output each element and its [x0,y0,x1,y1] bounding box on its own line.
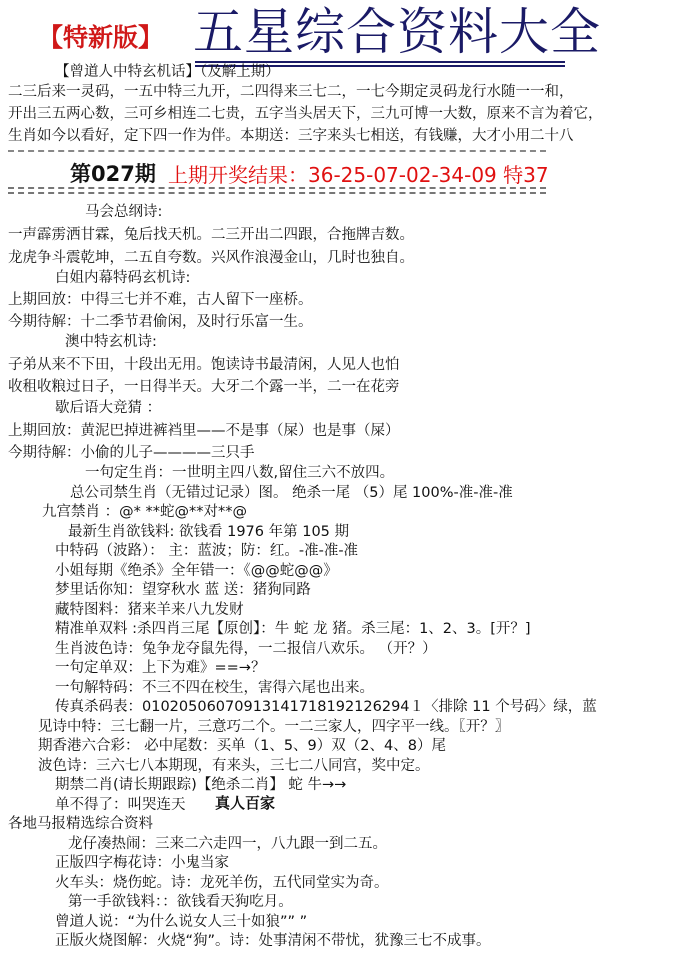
content-line: 小姐每期《绝杀》全年错一：《@@蛇@@》 [55,562,338,579]
content-line: 歇后语大竞猜 ： [55,400,162,416]
double-divider [8,187,546,194]
overlay-heading: 真人百家 [215,794,276,812]
content-line: 最新生肖欲钱料: 欲钱看 1976 年第 105 期 [68,523,350,540]
edition-badge: 【特新版】 [38,23,164,52]
divider [8,150,546,152]
content-line: 第一手欲钱料：：欲钱看天狗吃月。 [68,894,293,910]
content-line: 期香港六合彩： 必中尾数：买单（1、5、9）双（2、4、8）尾 [38,738,446,754]
content-line: 生肖波色诗：兔争龙夺鼠先得，一二报信八欢乐。 （开？） [55,640,437,657]
issue-number: 第027期 [70,162,156,186]
last-draw-result: 上期开奖结果：36-25-07-02-34-09 特37 [168,163,549,187]
content-line: 精准单双料 :杀四肖三尾【原创】：牛 蛇 龙 猪。杀三尾：1、2、3。[开？] [55,621,531,637]
page-title: 五星综合资料大全 [193,3,601,61]
content-line: 正版四字梅花诗：小鬼当家 [55,855,229,871]
content-line: 马会总纲诗: [85,204,163,220]
content-line: 龙仔凑热闹：三来二六走四一，八九跟一到二五。 [68,835,387,852]
content-line: 九宫禁肖 ：@* **蛇@**对**@ [42,504,247,520]
content-line: 波色诗：三六七八本期现，有来头，三七二八同宫，奖中定。 [38,757,430,774]
content-line: 子弟从来不下田，十段出无用。饱读诗书最清闲，人见人也怕 [8,357,400,373]
content-line: 今期待解：小偷的儿子————三只手 [8,445,255,461]
content-line: 一句定生肖：一世明主四八数,留住三六不放四。 [85,465,395,481]
content-line: 中特码（波路）： 主：蓝波；防：红。-准-准-准 [55,543,359,559]
intro-line: 开出三五两心数，三可乡相连二七贵，五字当头居天下，三九可博一大数，原来不言为着它， [8,106,603,122]
content-line: 一声霹雳洒甘霖，兔后找天机。二三开出二四跟，合拖牌吉数。 [8,227,414,243]
content-line: 传真杀码表：01020506070913141718192126294１〈排除 11 个号码〉绿，蓝 [55,699,597,715]
content-line: 上期回放：黄泥巴掉进裤裆里——不是事（屎）也是事（屎） [8,423,400,439]
content-line: 一句定单双：上下为难》==→？ [55,660,266,676]
content-line: 见诗中特：三七翻一片，三意巧二个。一二三家人，四字平一线。〖开？〗 [38,718,510,735]
content-line: 今期待解：十二季节君偷闲，及时行乐富一生。 [8,314,313,330]
content-line: 正版火烧图解：火烧“狗”。诗：处事清闲不带忧，犹豫三七不成事。 [55,933,491,949]
intro-heading: 【曾道人中特玄机话】（及解上期） [55,64,280,80]
content-line: 藏特图料：猪来羊来八九发财 [55,601,244,618]
content-line: 一句解特码：不三不四在校生，害得六尾也出来。 [55,679,374,696]
content-line: 白姐内幕特码玄机诗: [55,270,191,286]
content-line: 收租收粮过日子，一日得半天。大牙二个露一半，二一在花旁 [8,379,400,395]
content-line: 上期回放：中得三七并不难，古人留下一座桥。 [8,292,313,308]
intro-line: 生肖如今以看好，定下四一作为伴。本期送：三字来头七相送，有钱赚，大才小用二十八 [8,128,574,144]
content-line: 火车头：烧伤蛇。诗：龙死羊伤，五代同堂实为奇。 [55,874,389,891]
content-line: 梦里话你知：望穿秋水 蓝 送：猪狗同路 [55,582,311,598]
content-line: 总公司禁生肖（无错过记录）图。 绝杀一尾 （5）尾 100%-准-准-准 [70,484,513,501]
intro-line: 二三后来一灵码，一五中特三九开，二四得来三七二，一七今期定灵码龙行水随一一和， [8,84,574,100]
content-line: 各地马报精选综合资料 [8,816,153,832]
content-line: 龙虎争斗震乾坤，二五自夸数。兴风作浪漫金山，几时也独自。 [8,250,414,266]
content-line: 期禁二肖(请长期跟踪)【绝杀二肖】 蛇 牛→→ [55,777,347,793]
content-line: 单不得了：叫哭连天 [55,796,186,813]
content-line: 澳中特玄机诗: [65,334,157,350]
content-line: 曾道人说：“为什么说女人三十如狼”” ” [55,913,308,930]
